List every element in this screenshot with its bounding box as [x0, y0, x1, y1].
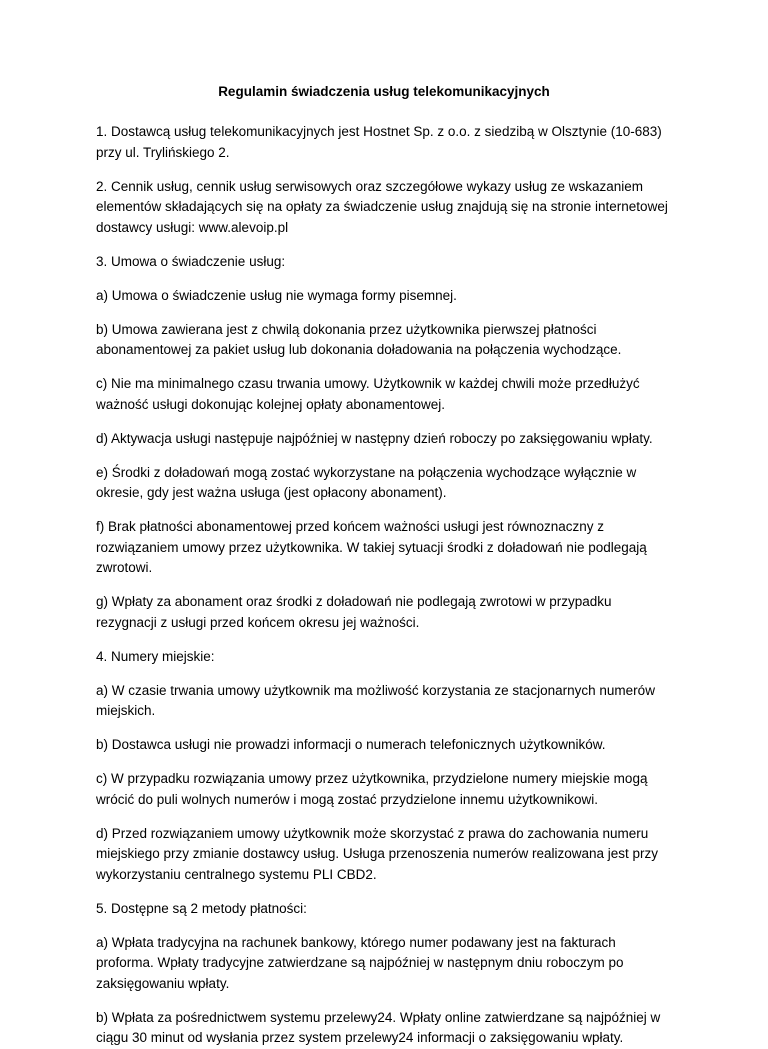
document-title: Regulamin świadczenia usług telekomunikacyjnych: [218, 84, 550, 99]
paragraph-3e: e) Środki z doładowań mogą zostać wykorzystane na połączenia wychodzące wyłącznie w okresie, gdy jest ważna usługa (jest opłacony abonament).: [96, 464, 637, 500]
paragraph-5a: a) Wpłata tradycyjna na rachunek bankowy, którego numer podawany jest na fakturach proforma. Wpłaty tradycyjne zatwierdzane są najpóźniej w następnym dniu roboczym po zaksięgowaniu wpłaty.: [96, 934, 624, 991]
paragraph-3d: d) Aktywacja usługi następuje najpóźniej w następny dzień roboczy po zaksięgowaniu wpłaty.: [96, 430, 653, 446]
paragraph-4c: c) W przypadku rozwiązania umowy przez użytkownika, przydzielone numery miejskie mogą wrócić do puli wolnych numerów i mogą zostać przydzielone innemu użytkownikowi.: [96, 771, 648, 807]
paragraph-4b: b) Dostawca usługi nie prowadzi informacji o numerach telefonicznych użytkowników.: [96, 737, 606, 752]
paragraph-2: 2. Cennik usług, cennik usług serwisowych oraz szczegółowe wykazy usług ze wskazaniem elementów składających się na opłaty za świadczenie usług znajdują się na stronie internetowej dostawcy usługi: www.alevoip.pl: [96, 178, 668, 235]
paragraph-3c: c) Nie ma minimalnego czasu trwania umowy. Użytkownik w każdej chwili może przedłużyć ważność usługi dokonując kolejnej opłaty abonamentowej.: [96, 376, 640, 412]
paragraph-4a: a) W czasie trwania umowy użytkownik ma możliwość korzystania ze stacjonarnych numerów miejskich.: [96, 682, 655, 718]
section-heading-3: 3. Umowa o świadczenie usług:: [96, 253, 286, 269]
paragraph-3g: g) Wpłaty za abonament oraz środki z doładowań nie podlegają zwrotowi w przypadku rezygnacji z usługi przed końcem okresu jej ważności.: [96, 594, 612, 630]
paragraph-5b: b) Wpłata za pośrednictwem systemu przelewy24. Wpłaty online zatwierdzane są najpóźniej w ciągu 30 minut od wysłania przez system przelewy24 informacji o zaksięgowaniu wpłaty.: [96, 1009, 661, 1045]
section-heading-4: 4. Numery miejskie:: [96, 648, 215, 664]
paragraph-4d: d) Przed rozwiązaniem umowy użytkownik może skorzystać z prawa do zachowania numeru miejskiego przy zmianie dostawcy usług. Usługa przenoszenia numerów realizowana jest przy wykorzystaniu centralnego systemu PLI CBD2.: [96, 825, 659, 882]
paragraph-1: 1. Dostawcą usług telekomunikacyjnych jest Hostnet Sp. z o.o. z siedzibą w Olsztynie (10-683) przy ul. Trylińskiego 2.: [96, 124, 662, 160]
section-heading-5: 5. Dostępne są 2 metody płatności:: [96, 900, 307, 916]
paragraph-3a: a) Umowa o świadczenie usług nie wymaga formy pisemnej.: [96, 287, 457, 303]
paragraph-3b: b) Umowa zawierana jest z chwilą dokonania przez użytkownika pierwszej płatności abonamentowej za pakiet usług lub dokonania doładowania na połączenia wychodzące.: [96, 321, 622, 357]
paragraph-3f: f) Brak płatności abonamentowej przed końcem ważności usługi jest równoznaczny z rozwiązaniem umowy przez użytkownika. W takiej sytuacji środki z doładowań nie podlegają zwrotowi.: [96, 519, 647, 575]
